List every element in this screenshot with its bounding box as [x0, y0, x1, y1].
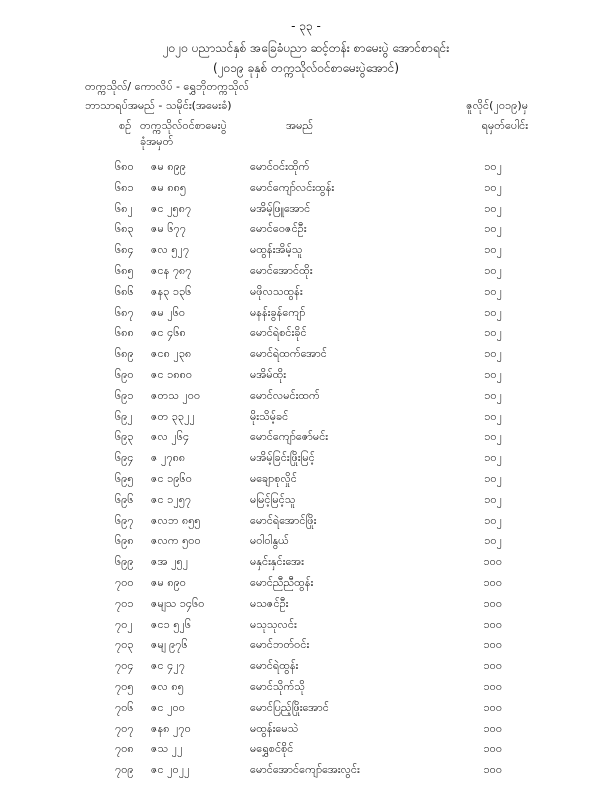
- row-name: မရွှေစင်စိုင်: [250, 742, 294, 756]
- row-number: ၇၀၃: [115, 638, 134, 652]
- table-row: [0, 410, 612, 431]
- column-header-name: အမည်: [286, 119, 314, 132]
- row-name: မောင်ရဲထက်အောင်: [250, 347, 327, 361]
- row-reg-number: ဇင ၁၂၅၇: [151, 492, 192, 506]
- row-number: ၆၉၁: [115, 388, 134, 402]
- row-score: ၁၀၂: [484, 409, 502, 423]
- row-score: ၁၀၂: [484, 451, 502, 465]
- row-number: ၆၈၀: [115, 160, 134, 173]
- row-number: ၆၉၆: [115, 492, 134, 506]
- row-name: မောင်ရဲအောင်ဖြိုး: [250, 513, 317, 527]
- row-name: မသုသုလင်း: [250, 617, 297, 631]
- row-number: ၆၉၄: [115, 451, 134, 465]
- table-row: [0, 576, 612, 597]
- row-name: မဖိုလသထွန်း: [250, 284, 303, 298]
- column-header-reg: တက္ကသိုလ်ဝင်စာမေးပွဲ: [140, 119, 227, 132]
- table-row: [0, 389, 612, 410]
- row-number: ၇၀၄: [115, 659, 134, 673]
- row-score: ၁၀၀: [483, 763, 502, 777]
- row-reg-number: ဇမ ၈၉၀: [151, 575, 186, 589]
- row-score: ၁၀၂: [484, 243, 502, 257]
- row-reg-number: ဇမ ၂၆၀: [151, 305, 186, 319]
- row-number: ၆၉၉: [115, 555, 134, 569]
- row-score: ၁၀၂: [484, 513, 502, 527]
- row-reg-number: ဇမ ၆၇၇: [151, 222, 186, 236]
- row-reg-number: ဇန၈ ၂၇၀: [151, 721, 191, 735]
- table-row: [0, 451, 612, 472]
- row-score: ၁၀၀: [483, 575, 502, 589]
- row-reg-number: ဇင ၂၀၀: [151, 700, 185, 714]
- row-name: မောင်အောင်ကျော်အေးလွင်း: [250, 763, 360, 777]
- row-number: ၇၀၁: [115, 596, 134, 610]
- table-row: [0, 430, 612, 451]
- row-score: ၁၀၀: [483, 617, 502, 631]
- row-number: ၇၀၅: [115, 679, 134, 693]
- table-row: [0, 597, 612, 618]
- row-name: မောင်အောင်ထိုး: [250, 263, 313, 277]
- row-number: ၆၈၄: [115, 243, 134, 257]
- row-number: ၆၉၇: [115, 513, 134, 527]
- row-score: ၁၀၂: [484, 492, 502, 506]
- table-row: [0, 472, 612, 493]
- table-row: [0, 368, 612, 389]
- row-name: မချောစုလှိုင်: [250, 471, 297, 485]
- row-reg-number: ဇလ ၅၂၇: [151, 243, 190, 257]
- table-row: [0, 618, 612, 639]
- row-reg-number: ဇင ၁၉၆၀: [151, 471, 192, 485]
- row-name: မောင်ရဲစင်းခိုင်: [250, 326, 307, 340]
- row-number: ၆၈၉: [115, 347, 134, 361]
- row-name: မောင်သိုက်သို: [250, 679, 305, 693]
- row-number: ၆၉၂: [115, 409, 133, 423]
- university-line: တက္ကသိုလ်/ ကောလိပ် - ရွှေဘိုတက္ကသိုလ်: [85, 80, 249, 93]
- row-score: ၁၀၀: [483, 700, 502, 714]
- row-score: ၁၀၂: [484, 160, 502, 173]
- table-row: [0, 306, 612, 327]
- row-name: မအိမ့်ဖြူအောင်: [250, 201, 311, 215]
- table-row: [0, 701, 612, 722]
- row-name: မထွန်းအိမ့်သူ: [250, 243, 303, 257]
- document-title: ၂၀၂၀ ပညာသင်နှစ် အခြေခံပညာ ဆင့်တန်း စာမေးပွဲ အောင်စာရင်း: [162, 41, 450, 55]
- row-name: မောင်ဝင်းထိုက်: [250, 160, 310, 173]
- table-row: [0, 160, 612, 181]
- row-number: ၆၈၃: [115, 222, 134, 236]
- table-row: [0, 763, 612, 784]
- row-number: ၇၀၈: [115, 742, 134, 756]
- row-score: ၁၀၀: [483, 555, 502, 569]
- row-number: ၇၀၇: [115, 721, 134, 735]
- row-name: မောင်ဘတ်ဝင်း: [250, 638, 310, 652]
- row-score: ၁၀၂: [484, 263, 502, 277]
- row-reg-number: ဇင ၂၅၈၇: [151, 201, 192, 215]
- row-number: ၇၀၉: [115, 763, 134, 777]
- table-row: [0, 264, 612, 285]
- row-score: ၁၀၂: [484, 430, 502, 444]
- row-name: မိုးသိမ့်ခင်: [250, 409, 289, 423]
- row-name: မောင်လမင်းထက်: [250, 388, 320, 402]
- table-row: [0, 638, 612, 659]
- exam-date: ဇူလိုင်(၂၀၁၉)မှ: [466, 99, 528, 112]
- row-reg-number: ဇသ ၂၂: [151, 742, 183, 756]
- row-number: ၇၀၀: [115, 575, 134, 589]
- row-score: ၁၀၀: [483, 596, 502, 610]
- column-header-no: စဉ်: [119, 119, 132, 132]
- row-score: ၁၀၂: [484, 347, 502, 361]
- table-row: [0, 680, 612, 701]
- row-reg-number: ဇမျ ၉၇၆: [151, 638, 188, 652]
- row-score: ၁၀၂: [484, 305, 502, 319]
- table-row: [0, 742, 612, 763]
- row-reg-number: ဇလ ၈၅: [151, 679, 184, 693]
- row-score: ၁၀၀: [483, 638, 502, 652]
- row-reg-number: ဇမျသ ၁၄၆၀: [151, 596, 205, 610]
- row-reg-number: ဇမ ၈၉၉: [151, 160, 186, 173]
- row-name: မသဇင်ဦး: [250, 596, 289, 610]
- row-reg-number: ဇငန ၇၈၇: [151, 263, 192, 277]
- table-row: [0, 534, 612, 555]
- row-name: မောင်ပြည့်ဖြိုးအောင်: [250, 700, 329, 714]
- row-score: ၁၀၀: [483, 659, 502, 673]
- row-name: မောင်ဝေဇင်ဦး: [250, 222, 307, 236]
- table-header: [0, 119, 612, 151]
- row-reg-number: ဇလ ၂၆၄: [151, 430, 190, 444]
- row-score: ၁၀၂: [484, 326, 502, 340]
- row-reg-number: ဇင၈ ၂၃၈: [151, 347, 192, 361]
- row-name: မောင်ရဲထွန်း: [250, 659, 299, 673]
- row-reg-number: ဇင၁ ၅၂၆: [151, 617, 192, 631]
- row-number: ၇၀၂: [115, 617, 133, 631]
- table-row: [0, 555, 612, 576]
- table-row: [0, 243, 612, 264]
- row-number: ၆၈၅: [115, 263, 134, 277]
- row-score: ၁၀၀: [483, 742, 502, 756]
- column-header-reg-sub: ခုံအမှတ်: [140, 135, 174, 148]
- subject-line: ဘာသာရပ်အမည် - သမိုင်း(အမေးခံ): [85, 99, 232, 112]
- row-number: ၇၀၆: [115, 700, 134, 714]
- table-row: [0, 347, 612, 368]
- row-score: ၁၀၂: [484, 284, 502, 298]
- row-reg-number: ဇလဘ ၈၅၅: [151, 513, 201, 527]
- table-row: [0, 222, 612, 243]
- row-name: မအိမ်ထိုး: [250, 367, 287, 381]
- row-score: ၁၀၂: [484, 534, 502, 548]
- row-name: မနှင်းနှင်းအေး: [250, 555, 304, 569]
- row-number: ၆၈၈: [115, 326, 134, 340]
- document-subtitle: (၂၀၁၉ ခုနှစ် တက္ကသိုလ်ဝင်စာမေးပွဲအောင်): [212, 61, 400, 75]
- row-score: ၁၀၂: [484, 471, 502, 485]
- row-reg-number: ဇတသ ၂၀၀: [151, 388, 201, 402]
- table-row: [0, 181, 612, 202]
- row-name: မဝါဝါနွယ်: [250, 534, 289, 548]
- row-name: မောင်ညီညီထွန်း: [250, 575, 314, 589]
- row-score: ၁၀၂: [484, 222, 502, 236]
- row-reg-number: ဇလက ၅၀၀: [151, 534, 201, 548]
- row-score: ၁၀၂: [484, 388, 502, 402]
- row-score: ၁၀၀: [483, 721, 502, 735]
- row-score: ၁၀၀: [483, 679, 502, 693]
- row-number: ၆၉၈: [115, 534, 134, 548]
- row-number: ၆၉၃: [115, 430, 134, 444]
- row-number: ၆၉၀: [115, 367, 134, 381]
- results-table: [0, 160, 612, 784]
- row-reg-number: ဇတ ၃၃၂၂: [151, 409, 195, 423]
- table-row: [0, 493, 612, 514]
- row-number: ၆၈၁: [115, 180, 134, 194]
- row-reg-number: ဇန၃ ၁၃၆: [151, 284, 192, 298]
- row-name: မောင်ကျော်လင်းထွန်း: [250, 180, 335, 194]
- row-score: ၁၀၂: [484, 367, 502, 381]
- row-number: ၆၈၆: [115, 284, 134, 298]
- row-number: ၆၈၇: [115, 305, 134, 319]
- row-reg-number: ဇမ ၈၈၅: [151, 180, 187, 194]
- row-score: ၁၀၂: [484, 201, 502, 215]
- row-number: ၆၈၂: [115, 201, 133, 215]
- row-reg-number: ဇ ၂၇၈၈: [151, 451, 186, 465]
- row-reg-number: ဇအ ၂၅၂: [151, 555, 189, 569]
- row-reg-number: ဇင ၄၆၈: [151, 326, 186, 340]
- row-name: မောင်ကျော်ဇော်မင်း: [250, 430, 329, 444]
- row-name: မမြင့်မြင့်သူ: [250, 492, 296, 506]
- row-reg-number: ဇင ၄၂၇: [151, 659, 185, 673]
- row-name: မထွန်းမေသဲ: [250, 721, 299, 735]
- row-name: မအိမ့်ခြင်းဖြိုးမြင့်: [250, 451, 315, 465]
- table-row: [0, 326, 612, 347]
- table-row: [0, 659, 612, 680]
- table-row: [0, 514, 612, 535]
- table-row: [0, 202, 612, 223]
- row-score: ၁၀၂: [484, 180, 502, 194]
- row-number: ၆၉၅: [115, 471, 134, 485]
- table-row: [0, 285, 612, 306]
- table-row: [0, 722, 612, 743]
- page-number: - ၃၃ -: [291, 19, 321, 33]
- row-name: မနန်းခွန်ကျော်: [250, 305, 306, 319]
- column-header-score: ရမှတ်ပေါင်း: [481, 119, 528, 132]
- row-reg-number: ဇင ၂၀၂၂: [151, 763, 190, 777]
- row-reg-number: ဇင ၁၈၈၀: [151, 367, 193, 381]
